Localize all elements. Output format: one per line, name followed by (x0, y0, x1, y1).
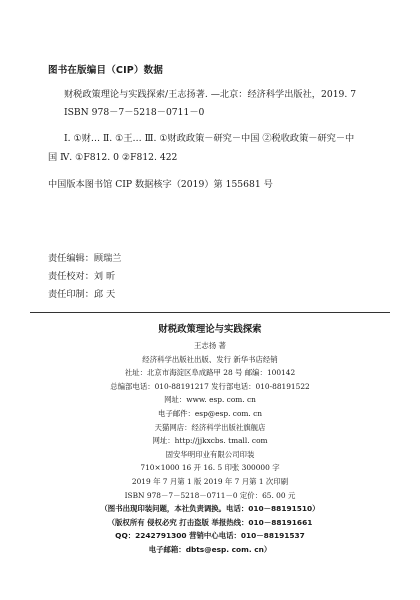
report-email-line: 电子邮箱：dbts@esp. com. cn） (148, 544, 272, 554)
copyright-notice: （版权所有 侵权必究 打击盗版 举报热线：010－88191661 (107, 517, 313, 527)
responsibility-credits (48, 250, 122, 304)
specs-line: 710×1000 16 开 16. 5 印张 300000 字 (140, 463, 280, 473)
qq-line: QQ：2242791300 营销中心电话：010－88191537 (115, 531, 305, 541)
quality-notice: （图书出现印装问题，本社负责调换。电话：010－88191510） (100, 504, 320, 514)
phone-line: 总编部电话：010-88191217 发行部电话：010-88191522 (110, 381, 310, 391)
divider-rule (30, 312, 390, 313)
responsible-printing: 责任印制：邱 天 (48, 289, 116, 300)
tmall-store-line: 天猫网店：经济科学出版社旗舰店 (154, 422, 266, 432)
book-title: 财税政策理论与实践探索 (158, 324, 262, 335)
website-line: 网址：www. esp. com. cn (164, 395, 256, 405)
tmall-url-line: 网址：http://jjkxcbs. tmall. com (152, 436, 268, 446)
responsible-editor: 责任编辑：顾瑞兰 (48, 253, 122, 264)
colophon-block (0, 322, 420, 557)
email-line: 电子邮件：esp@esp. com. cn (157, 408, 263, 418)
printer-line: 固安华明印业有限公司印装 (165, 449, 255, 459)
cip-heading: 图书在版编目（CIP）数据 (48, 65, 164, 76)
cip-subject-line: Ⅰ. ①财… Ⅱ. ①王… Ⅲ. ①财政政策－研究－中国 ②税收政策－研究－中 (64, 133, 355, 144)
responsible-proofreader: 责任校对：刘 昕 (48, 271, 116, 282)
cip-data-number: 中国版本图书馆 CIP 数据核字（2019）第 155681 号 (48, 179, 273, 190)
cip-subject-line-continued: 国 Ⅳ. ①F812. 0 ②F812. 422 (48, 152, 178, 163)
cip-catalog-entry: 财税政策理论与实践探索/王志扬著. —北京：经济科学出版社，2019. 7 (64, 89, 357, 100)
publisher-line: 经济科学出版社出版、发行 新华书店经销 (142, 354, 278, 364)
author-line: 王志扬 著 (194, 341, 226, 350)
edition-line: 2019 年 7 月第 1 版 2019 年 7 月第 1 次印刷 (131, 476, 289, 486)
isbn-price-line: ISBN 978－7－5218－0711－0 定价：65. 00 元 (124, 490, 296, 500)
cip-isbn: ISBN 978－7－5218－0711－0 (64, 107, 205, 118)
address-line: 社址：北京市海淀区阜成路甲 28 号 邮编：100142 (124, 368, 296, 378)
